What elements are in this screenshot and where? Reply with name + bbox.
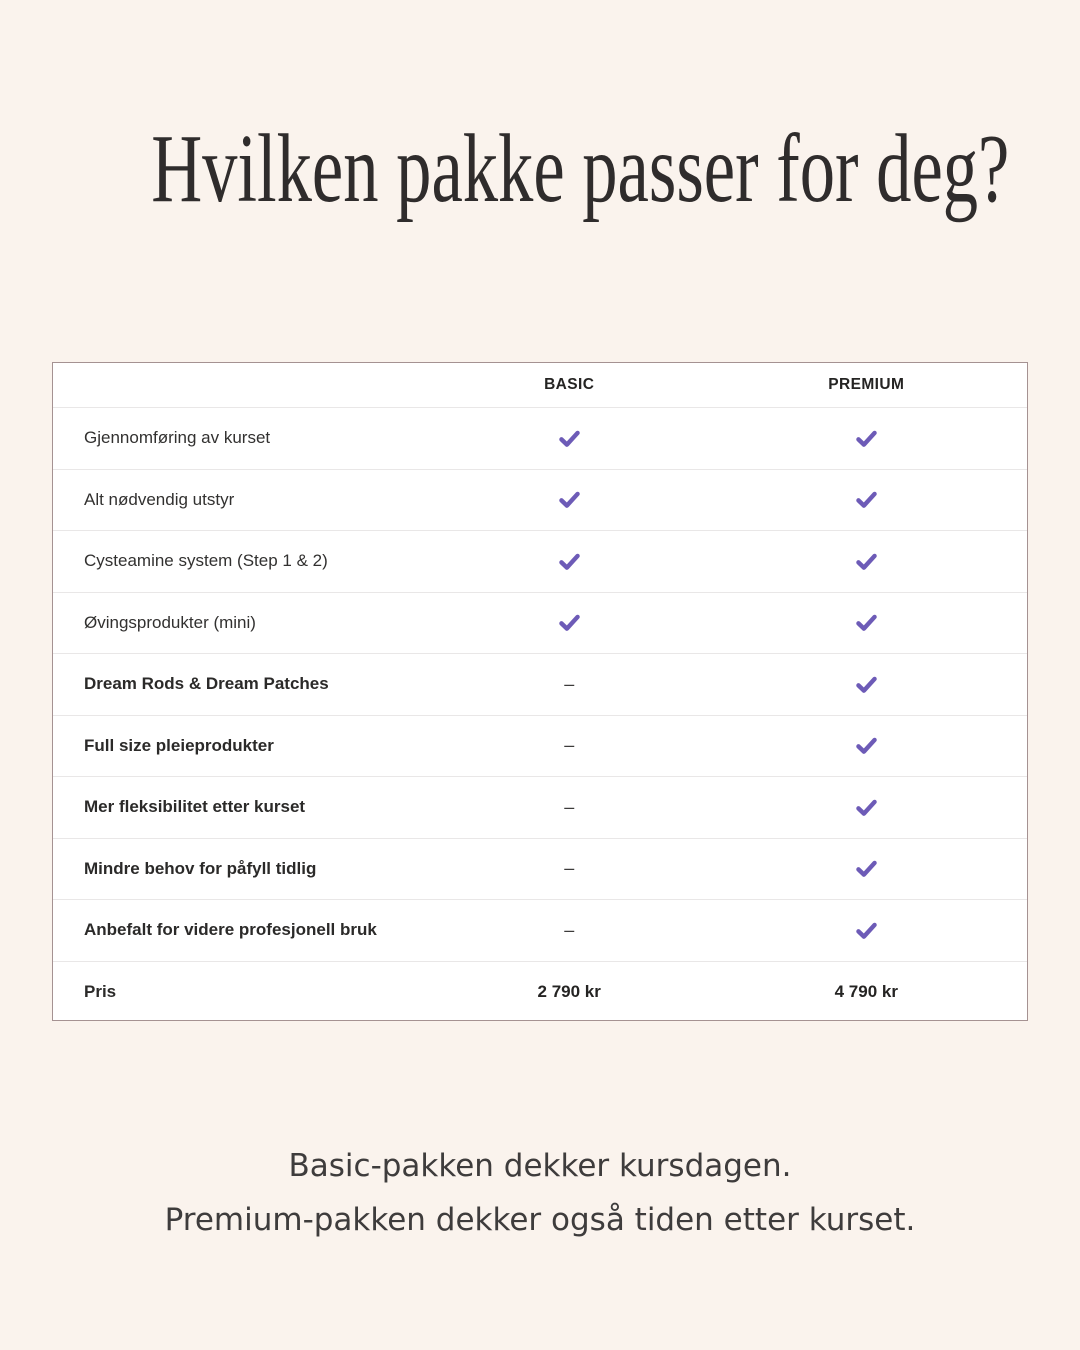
premium-value: [706, 796, 1027, 819]
table-row: [53, 469, 1027, 531]
check-icon: [855, 796, 878, 819]
table-row: [53, 407, 1027, 469]
basic-value: [433, 488, 706, 511]
basic-value: [433, 427, 706, 450]
basic-value: –: [564, 735, 575, 756]
comparison-table-body: [53, 407, 1027, 1022]
feature-label: Alt nødvendig utstyr: [84, 489, 235, 509]
premium-value: [706, 857, 1027, 880]
check-icon: [558, 611, 581, 634]
table-row: [53, 899, 1027, 961]
check-icon: [855, 919, 878, 942]
premium-value: [706, 427, 1027, 450]
check-icon: [855, 550, 878, 573]
check-icon: [558, 488, 581, 511]
feature-label: Pris: [84, 981, 117, 1001]
feature-label: Gjennomføring av kurset: [84, 428, 271, 448]
premium-value: [706, 550, 1027, 573]
basic-value: [433, 611, 706, 634]
feature-label: Full size pleieprodukter: [84, 735, 274, 755]
basic-value: [433, 550, 706, 573]
premium-value: 4 790 kr: [834, 981, 898, 1001]
feature-label: Mer fleksibilitet etter kurset: [84, 797, 306, 817]
table-row: [53, 961, 1027, 1023]
check-icon: [855, 673, 878, 696]
check-icon: [855, 427, 878, 450]
feature-label: Anbefalt for videre profesjonell bruk: [84, 920, 377, 940]
premium-value: [706, 919, 1027, 942]
table-row: [53, 715, 1027, 777]
footer-line-1: Basic-pakken dekker kursdagen.: [288, 1148, 792, 1184]
basic-value: 2 790 kr: [537, 981, 601, 1001]
premium-value: [706, 611, 1027, 634]
basic-value: –: [564, 858, 575, 879]
footer-line-2: Premium-pakken dekker også tiden etter kurset.: [164, 1202, 916, 1238]
page-title: Hvilken pakke passer for deg?: [151, 115, 1010, 223]
table-row: [53, 776, 1027, 838]
table-row: [53, 653, 1027, 715]
feature-label: Øvingsprodukter (mini): [84, 612, 256, 632]
feature-label: Cysteamine system (Step 1 & 2): [84, 551, 328, 571]
header-premium: PREMIUM: [828, 376, 905, 393]
premium-value: [706, 488, 1027, 511]
check-icon: [855, 857, 878, 880]
check-icon: [558, 427, 581, 450]
comparison-table: [52, 362, 1028, 1021]
check-icon: [855, 734, 878, 757]
premium-value: [706, 734, 1027, 757]
feature-label: Mindre behov for påfyll tidlig: [84, 858, 317, 878]
basic-value: –: [564, 796, 575, 817]
check-icon: [855, 611, 878, 634]
check-icon: [855, 488, 878, 511]
header-basic: BASIC: [544, 376, 595, 393]
basic-value: –: [564, 919, 575, 940]
feature-label: Dream Rods & Dream Patches: [84, 674, 329, 694]
premium-value: [706, 673, 1027, 696]
check-icon: [558, 550, 581, 573]
table-row: [53, 530, 1027, 592]
footer-caption: [0, 1139, 1080, 1247]
table-row: [53, 838, 1027, 900]
table-row: [53, 592, 1027, 654]
basic-value: –: [564, 673, 575, 694]
table-header-row: [53, 363, 1027, 407]
